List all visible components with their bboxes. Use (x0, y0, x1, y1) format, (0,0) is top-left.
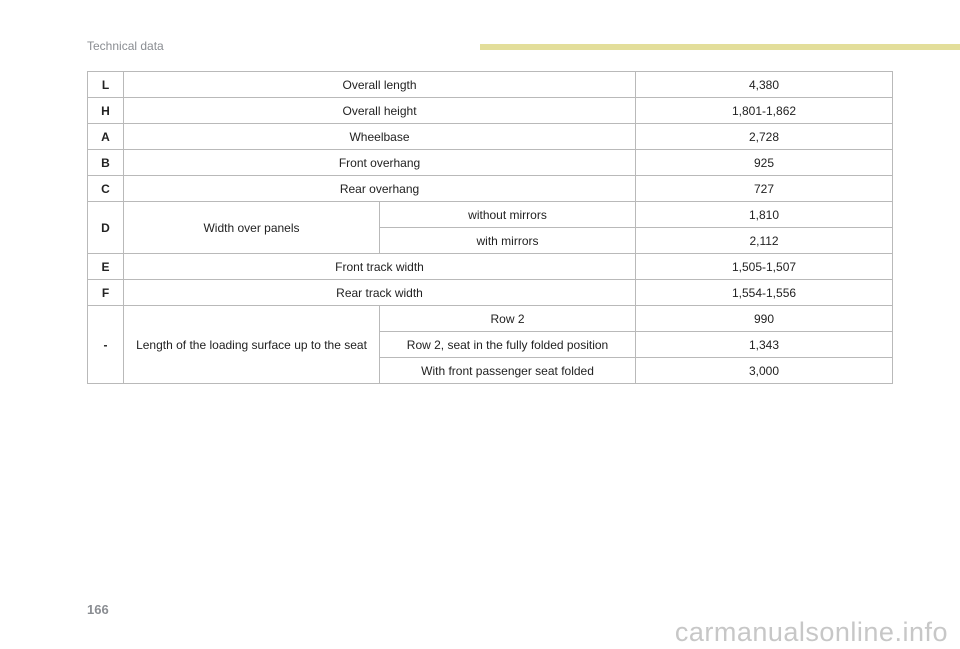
row-label: Overall length (124, 72, 636, 98)
row-label: Rear overhang (124, 176, 636, 202)
table-row (88, 306, 893, 332)
page-number: 166 (87, 602, 109, 617)
row-code: F (88, 280, 124, 306)
row-label: Front overhang (124, 150, 636, 176)
row-value: 3,000 (636, 358, 893, 384)
row-value: 2,728 (636, 124, 893, 150)
row-value: 1,505-1,507 (636, 254, 893, 280)
table-row (88, 280, 893, 306)
table-row (88, 98, 893, 124)
row-code: B (88, 150, 124, 176)
row-label: Width over panels (124, 202, 380, 254)
row-label: Front track width (124, 254, 636, 280)
row-code: A (88, 124, 124, 150)
row-value: 1,810 (636, 202, 893, 228)
section-title: Technical data (87, 39, 164, 53)
row-value: 925 (636, 150, 893, 176)
row-code: D (88, 202, 124, 254)
table-row (88, 254, 893, 280)
row-value: 990 (636, 306, 893, 332)
row-label: Overall height (124, 98, 636, 124)
row-value: 1,801-1,862 (636, 98, 893, 124)
row-value: 727 (636, 176, 893, 202)
table-row (88, 150, 893, 176)
row-code: H (88, 98, 124, 124)
row-code: L (88, 72, 124, 98)
table-row (88, 202, 893, 228)
row-value: 1,554-1,556 (636, 280, 893, 306)
row-label: Wheelbase (124, 124, 636, 150)
row-code: - (88, 306, 124, 384)
dimensions-table (87, 71, 893, 384)
table-row (88, 124, 893, 150)
watermark: carmanualsonline.info (674, 617, 948, 647)
row-value: 2,112 (636, 228, 893, 254)
row-code: E (88, 254, 124, 280)
row-sublabel: Row 2, seat in the fully folded position (380, 332, 636, 358)
row-sublabel: without mirrors (380, 202, 636, 228)
row-value: 1,343 (636, 332, 893, 358)
row-label: Length of the loading surface up to the seat (124, 306, 380, 384)
row-sublabel: With front passenger seat folded (380, 358, 636, 384)
table-row (88, 176, 893, 202)
row-label: Rear track width (124, 280, 636, 306)
row-value: 4,380 (636, 72, 893, 98)
row-sublabel: with mirrors (380, 228, 636, 254)
header-accent-bar (480, 44, 960, 50)
row-sublabel: Row 2 (380, 306, 636, 332)
row-code: C (88, 176, 124, 202)
table-row (88, 72, 893, 98)
